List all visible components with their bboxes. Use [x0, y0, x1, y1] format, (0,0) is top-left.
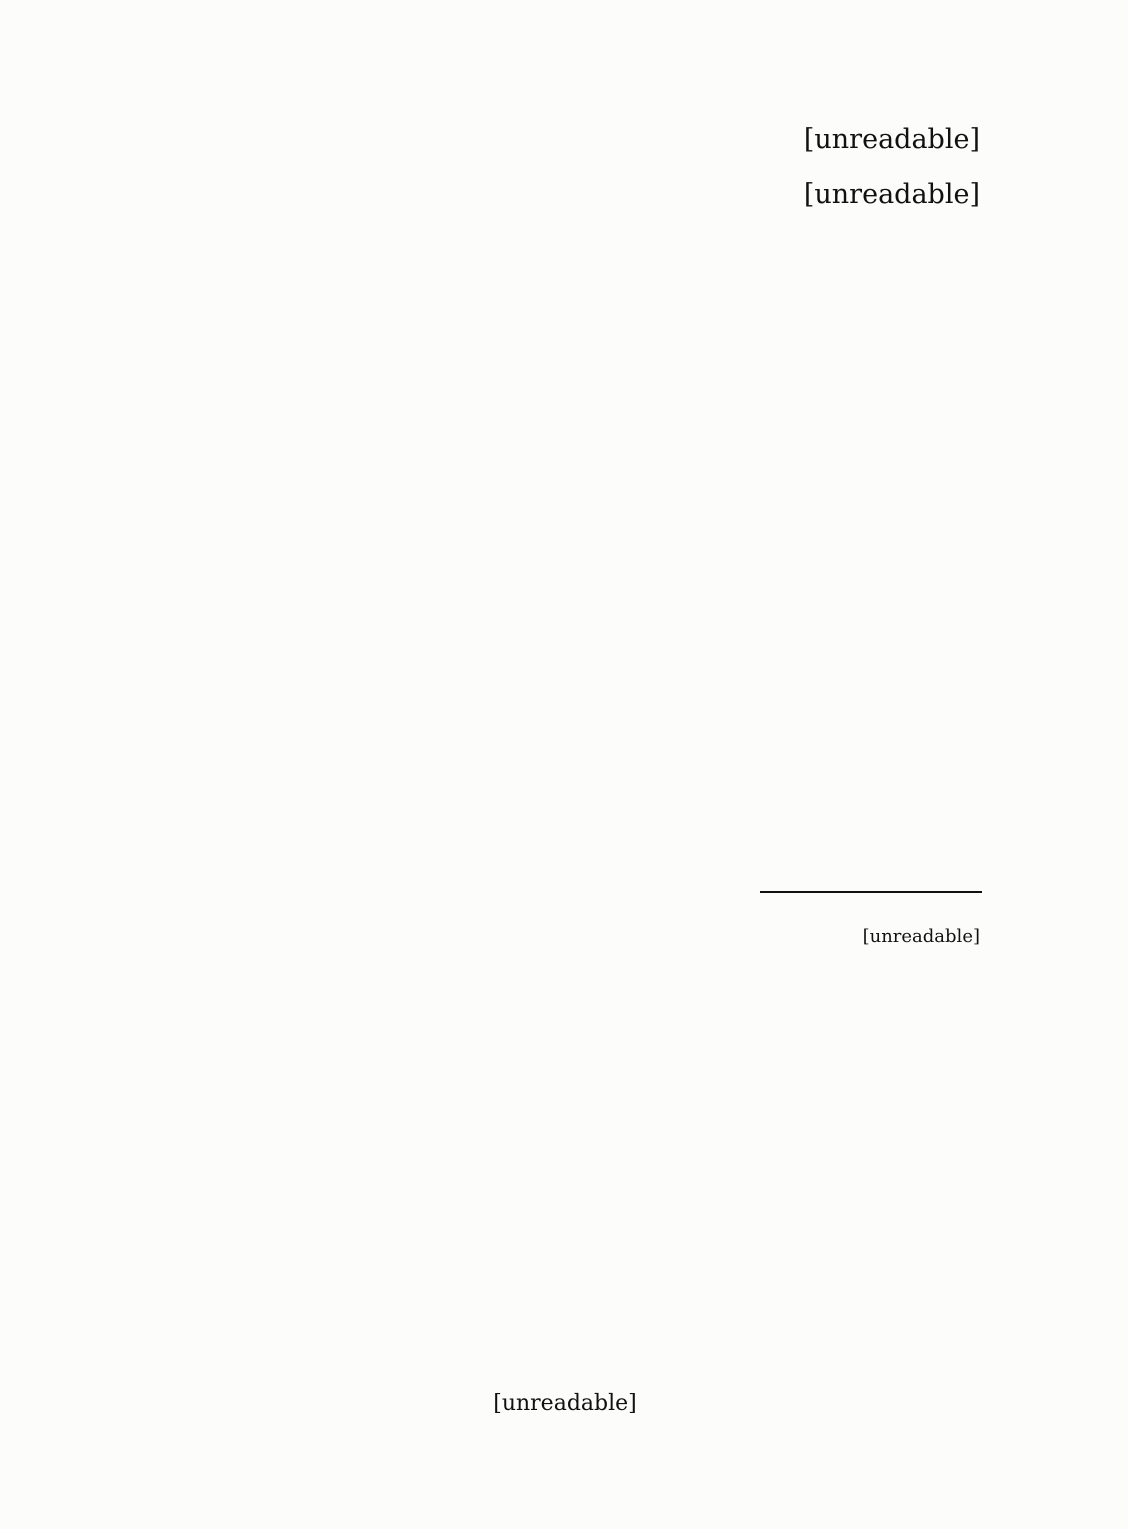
- main-text: [120, 112, 980, 222]
- footnotes: [120, 920, 980, 954]
- footnote-text: [unreadable]: [862, 926, 980, 947]
- paragraph-2: [unreadable]: [803, 179, 980, 210]
- paragraph-1: [unreadable]: [803, 124, 980, 155]
- page-number: [unreadable]: [493, 1391, 637, 1416]
- footnote-separator: [760, 891, 982, 893]
